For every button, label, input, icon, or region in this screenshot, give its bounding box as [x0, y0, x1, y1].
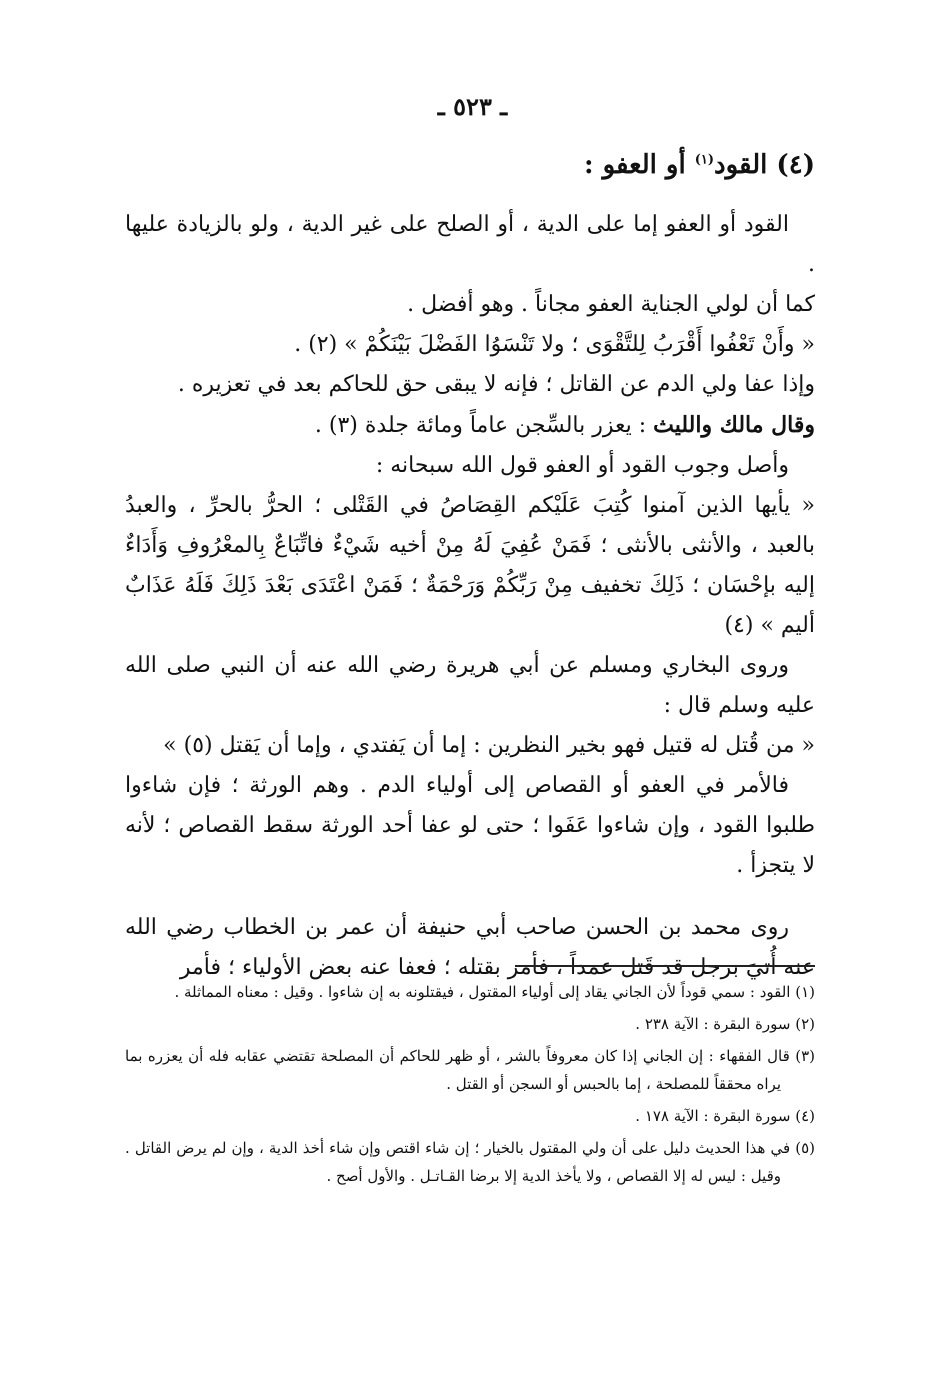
heading-text: (٤) القود — [714, 150, 815, 180]
paragraph-text: « يأيها الذين آمنوا كُتِبَ عَلَيْكم القِصَاصُ في القَتْلى ؛ الحرُّ بالحرِّ ، والعبدُ بالعبد ، والأنثى بالأنثى ؛ فَمَنْ عُفِيَ لَهُ مِنْ أخيه شَيْءٌ فاتِّبَاعٌ بِالمعْرُوفِ وَأَدَاءٌ إليه بإحْسَان ؛ ذَلِكَ تخفيف مِنْ رَبِّكُمْ وَرَحْمَةٌ ؛ فَمَنْ اعْتَدَى بَعْدَ ذَلِكَ فَلَهُ عَذَابٌ أليم » (٤) — [125, 493, 815, 638]
paragraph-bold-run: وقال مالك والليث — [653, 412, 815, 438]
paragraph — [125, 405, 815, 446]
heading-footnote-ref: (١) — [694, 152, 715, 168]
paragraph-text: وأصل وجوب القود أو العفو قول الله سبحانه : — [375, 453, 789, 478]
heading-text-tail: أو العفو : — [583, 150, 695, 180]
paragraph — [125, 446, 815, 486]
paragraph — [125, 205, 815, 285]
paragraph-text: كما أن لولي الجناية العفو مجاناً . وهو أفضل . — [407, 292, 815, 317]
paragraph — [125, 766, 815, 886]
paragraph-text: : يعزر بالسِّجن عاماً ومائة جلدة (٣) . — [314, 413, 654, 438]
paragraph-text: وإذا عفا ولي الدم عن القاتل ؛ فإنه لا يبقى حق للحاكم بعد في تعزيره . — [177, 372, 815, 397]
body-text — [125, 205, 815, 988]
paragraph — [125, 646, 815, 726]
paragraph — [125, 486, 815, 646]
paragraph-text: القود أو العفو إما على الدية ، أو الصلح على غير الدية ، ولو بالزيادة عليها . — [125, 212, 815, 277]
paragraph — [125, 365, 815, 405]
paragraph-text: « وأَنْ تَعْفُوا أَقْرَبُ لِلتَّقْوَى ؛ ولا تَنْسَوُا الفَضْلَ بَيْنَكُمْ » (٢) . — [294, 332, 815, 357]
section-heading — [584, 150, 815, 180]
paragraph — [125, 908, 815, 988]
footnote-item: (٣) قال الفقهاء : إن الجاني إذا كان معروفاً بالشر ، أو ظهر للحاكم أن المصلحة تقتضي عقابه فله أن يعزره بما يراه محققاً للمصلحة ، إما بالحبس أو السجن أو القتل . — [125, 1047, 815, 1093]
page-number: ـ ٥٢٣ ـ — [437, 92, 508, 121]
paragraph-text: فالأمر في العفو أو القصاص إلى أولياء الدم . وهم الورثة ؛ فإن شاءوا طلبوا القود ، وإن شاءوا عَفَوا ؛ حتى لو عفا أحد الورثة سقط القصاص ؛ لأنه لا يتجزأ . — [125, 773, 815, 878]
paragraph — [125, 726, 815, 766]
paragraph-text: روى محمد بن الحسن صاحب أبي حنيفة أن عمر بن الخطاب رضي الله عنه أُتيَ برجل قد قَتل عمداً ، فأمر بقتله ؛ فعفا عنه بعض الأولياء ؛ فأمر — [125, 915, 815, 980]
footnote-item: (٢) سورة البقرة : الآية ٢٣٨ . — [635, 1015, 815, 1033]
footnote-item: (٤) سورة البقرة : الآية ١٧٨ . — [635, 1107, 815, 1125]
paragraph-text: « من قُتل له قتيل فهو بخير النظرين : إما أن يَفتدي ، وإما أن يَقتل (٥) » — [163, 733, 815, 758]
footnote-item: (١) القود : سمي قوداً لأن الجاني يقاد إلى أولياء المقتول ، فيقتلونه به إن شاءوا . وقيل : معناه المماثلة . — [174, 983, 815, 1001]
footnotes — [125, 978, 815, 1194]
paragraph — [125, 325, 815, 365]
footnote-divider — [515, 965, 815, 967]
paragraph — [125, 285, 815, 325]
paragraph-text: وروى البخاري ومسلم عن أبي هريرة رضي الله عنه أن النبي صلى الله عليه وسلم قال : — [125, 653, 815, 718]
footnote-item: (٥) في هذا الحديث دليل على أن ولي المقتول بالخيار ؛ إن شاء اقتص وإن شاء أخذ الدية ، وإن لم يرض القاتل . وقيل : ليس له إلا القصاص ، ولا يأخذ الدية إلا برضا القـاتـل . والأول أصح . — [125, 1139, 815, 1185]
